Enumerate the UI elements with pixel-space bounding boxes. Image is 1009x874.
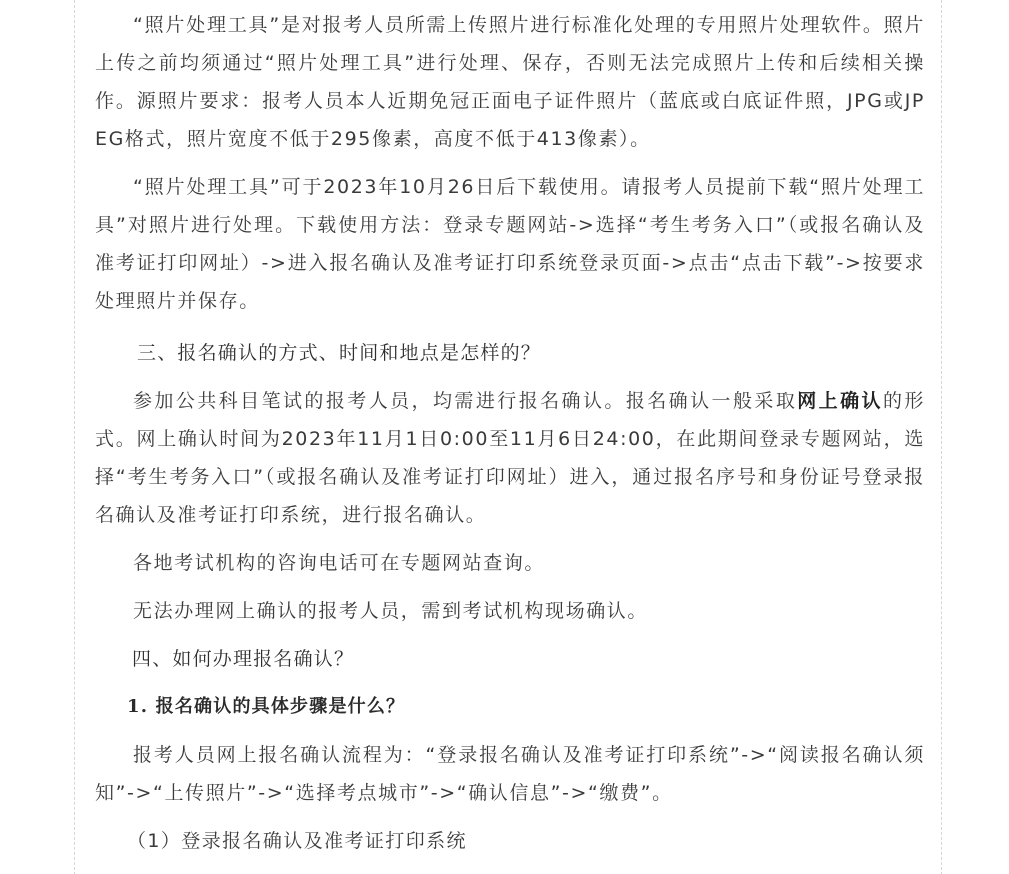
article-body [95,0,925,860]
paragraph-confirmation-method-before: 参加公共科目笔试的报考人员，均需进行报名确认。报名确认一般采取 [133,390,798,412]
paragraph-photo-tool-intro: “照片处理工具”是对报考人员所需上传照片进行标准化处理的专用照片处理软件。照片上传之前均须通过“照片处理工具”进行处理、保存，否则无法完成照片上传和后续相关操作。源照片要求：报考人员本人近期免冠正面电子证件照片（蓝底或白底证件照，JPG或JPEG格式，照片宽度不低于295像素，高度不低于413像素）。 [95,14,925,150]
paragraph-confirmation-method-after: 的形式。网上确认时间为2023年11月1日0:00至11月6日24:00，在此期间登录专题网站，选择“考生考务入口”（或报名确认及准考证打印网址）进入，通过报名序号和身份证号登录报名确认及准考证打印系统，进行报名确认。 [95,390,925,526]
paragraph-photo-tool-download: “照片处理工具”可于2023年10月26日后下载使用。请报考人员提前下载“照片处理工具”对照片进行处理。下载使用方法：登录专题网站->选择“考生考务入口”（或报名确认及准考证打印网址）->进入报名确认及准考证打印系统登录页面->点击“点击下载”->按要求处理照片并保存。 [95,176,925,312]
section-heading-3: 三、报名确认的方式、时间和地点是怎样的？ [137,342,542,364]
paragraph-onsite-confirm: 无法办理网上确认的报考人员，需到考试机构现场确认。 [133,600,649,622]
step-1-login: （1）登录报名确认及准考证打印系统 [127,830,467,852]
paragraph-confirmation-method [95,382,925,534]
paragraph-confirmation-flow: 报考人员网上报名确认流程为：“登录报名确认及准考证打印系统”->“阅读报名确认须知”->“上传照片”->“选择考点城市”->“确认信息”->“缴费”。 [95,744,925,804]
online-confirm-emphasis: 网上确认 [797,390,883,412]
paragraph-consult-phone: 各地考试机构的咨询电话可在专题网站查询。 [133,552,546,574]
section-heading-4: 四、如何办理报名确认？ [132,648,355,670]
sub-heading-steps: 1. 报名确认的具体步骤是什么？ [127,696,406,717]
